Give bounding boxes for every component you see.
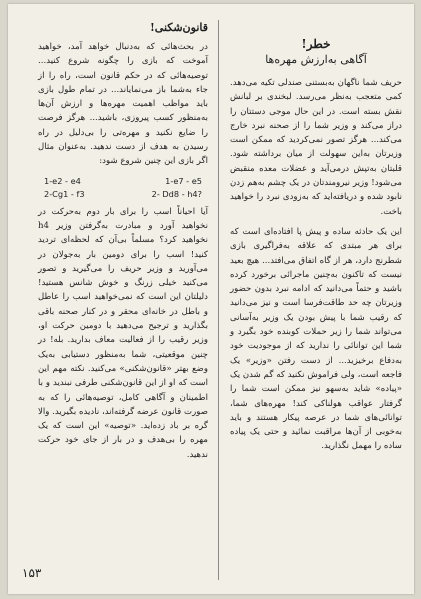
chess-moves <box>38 175 208 201</box>
right-column <box>230 20 402 460</box>
section-title: قانون‌شکنی! <box>149 21 208 34</box>
white-move: 1-e2 - e4 <box>44 175 81 186</box>
move-row <box>38 188 208 201</box>
white-move: 2-Cg1 - f3 <box>44 188 85 199</box>
article-heading <box>230 36 402 68</box>
paragraph: آیا احیاناً اسب را برای بار دوم به‌حرکت در نخواهید آورد و مبادرت به‌گرفتن وزیر h4 نخواهید کرد؟ مسلماً بی‌آن که لحظه‌ای تردید کنید! اسب را برای دومین بار به‌جولان در می‌آورید و وزیر حریف را می‌گیرید و تصور می‌کنید خیلی زرنگ و خوش شانس هستید! دلیلتان این است که نمی‌خواهید اسب را عاطل و باطل در خانه‌ای محقر و در کنار صحنه باقی بگذارید و ترجیح می‌دهید با دومین حرکت او، وزیر رقیب را از فعالیت معاف بدارید. بله! در چنین موقعیتی، شما به‌منظور دستیابی به‌یک وضع بهتر «قانون‌شکنی» می‌کنید. نکته مهم این است که او از این قانون‌شکنی طرفی نبندید و با اطمینان و آگاهی کامل، توصیه‌هائی را که به صورت قانون عرضه گرفته‌اند، نادیده بگیرید. والا گره بر باد زده‌اید. «توصیه» این است که یک مهره را بی‌هدف و در بار از جای خود حرکت ندهید. <box>37 206 208 460</box>
article-title: خطر! <box>301 37 331 51</box>
black-move: 2- Dd8 - h4? <box>151 188 202 199</box>
page-number: ۱۵۳ <box>22 566 42 580</box>
move-row <box>38 175 208 188</box>
book-page <box>8 4 414 594</box>
black-move: 1-e7 - e5 <box>165 175 202 186</box>
paragraph: حریف شما ناگهان به‌بستنی صندلی تکیه می‌دهد. کمی متعجب به‌نظر می‌رسد. لبخندی بر لبانش نقش بسته است. در این حال موجی دستتان را دراز می‌کند و وزیر شما را از صحنه نبرد خارج می‌کند... هرگز تصور نمی‌کردید که ممکن است وزیرتان به‌این سهولت از میان برداشته شود. قلبتان به‌تپش درمی‌آید و عضلات معده منقبض می‌شود! وزیر نیرومندتان در یک چشم به‌هم زدن نابود شده و دریافته‌اید که به‌زودی نبرد را خواهید باخت. <box>230 78 402 217</box>
left-column <box>38 20 208 468</box>
paragraph: در بحث‌هائی که به‌دنبال خواهد آمد، خواهید آموخت که بازی را چگونه شروع کنید... توصیه‌هائی که در حکم قانون است، راه را از جاء به‌شما باز می‌نمایاند... در تمام طول بازی باید مواظب اهمیت مهره‌ها و ارزش آن‌ها به‌منظور کسب پیروزی، باشید... هرگز فرصت را ضایع نکنید و مهره‌تی را بی‌دلیل در راه رسیدن به هدف از دست ندهید. به‌عنوان مثال اگر بازی این چنین شروع شود: <box>38 42 208 167</box>
article-subtitle: آگاهی به‌ارزش مهره‌ها <box>265 53 367 66</box>
paragraph: این یک حادثه ساده و پیش پا افتاده‌ای است که برای هر مبتدی که علاقه به‌فراگیری بازی شطرنج دارد، هر از گاه اتفاق می‌افتد... هیچ بعید نیست که تاکنون به‌چنین ماجرائی برخورد کرده باشید و حتماً می‌دانید که ادامه نبرد بدون حضور وزیرتان چه حد طاقت‌فرسا است و نیز می‌دانید که رقیب شما با پیش بودن یک وزیر به‌آسانی می‌تواند شما را زیر حملات کوبنده خود بگیرد و شما این توانائی را ندارید که از موجودیت خود به‌دفاع برخیزید... از دست رفتن «وزیر» یک فاجعه است، ولی فراموش نکنید که گم شدن یک «پیاده» شاید به‌سهو نیز ممکن است شما را گرفتار عواقب هولناکی کند! مهره‌های شما، توانائی‌های شما در عرصه پیکار هستند و باید به‌خوبی از آن‌ها مراقبت نمائید و حتی یک پیاده ساده را مهمل نگذارید. <box>230 226 402 452</box>
column-divider <box>218 20 219 580</box>
